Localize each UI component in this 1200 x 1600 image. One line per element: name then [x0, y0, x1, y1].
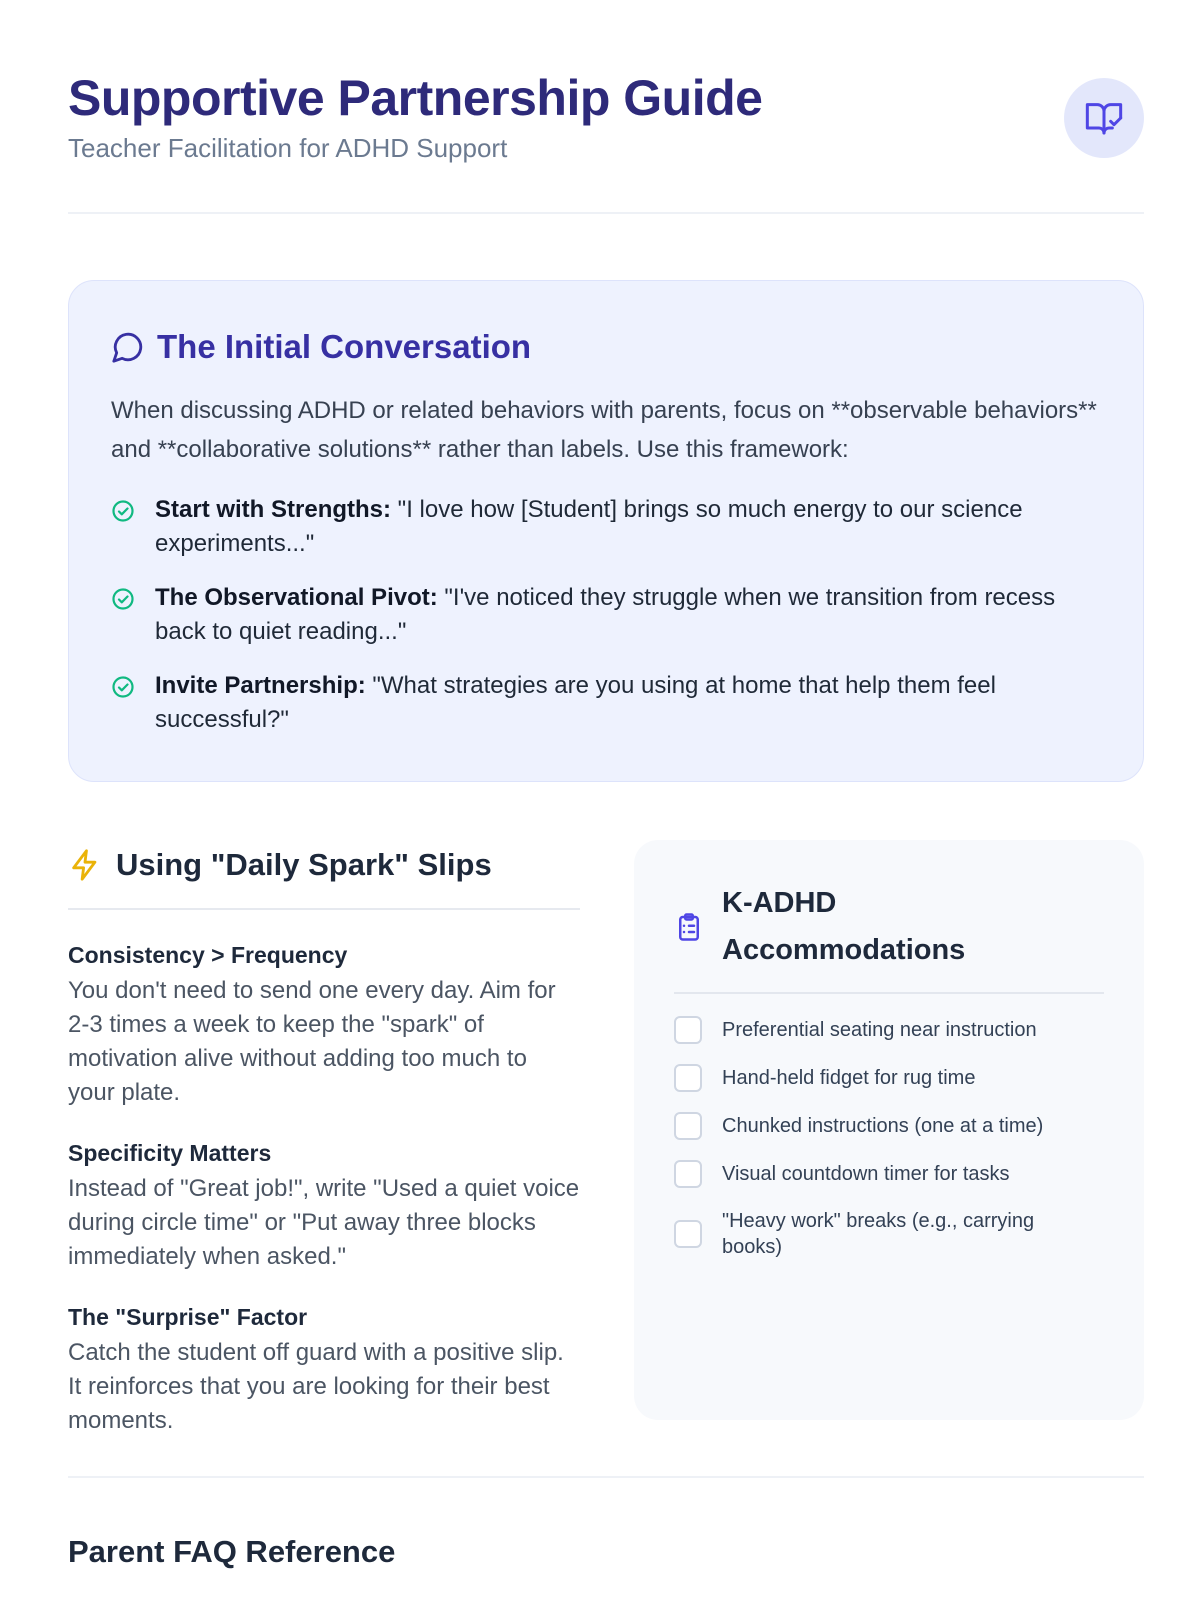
list-item: [111, 669, 1103, 737]
initial-conversation-intro: When discussing ADHD or related behaviors with parents, focus on **observable behaviors** and **collaborative solutions** rather than labels. Use this framework:: [111, 397, 1097, 463]
accommodation-checkbox[interactable]: [674, 1064, 702, 1092]
message-circle-icon: [111, 330, 145, 364]
accommodation-label: Chunked instructions (one at a time): [722, 1115, 1044, 1137]
framework-item-quote: "I love how [Student] brings so much energy to our science experiments...": [155, 496, 1023, 557]
spark-tip-body: Instead of "Great job!", write "Used a quiet voice during circle time" or "Put away three blocks immediately when asked.": [68, 1175, 580, 1270]
page-title: Supportive Partnership Guide: [68, 70, 763, 126]
section-divider: [68, 1476, 1144, 1478]
daily-spark-title: Using "Daily Spark" Slips: [116, 847, 492, 882]
framework-item-text: [155, 581, 1103, 649]
list-item[interactable]: [674, 1208, 1104, 1260]
accommodation-label: "Heavy work" breaks (e.g., carrying books): [722, 1210, 1035, 1258]
daily-spark-header: [68, 840, 580, 910]
spark-tip: [68, 1302, 580, 1438]
guide-page: [68, 0, 1144, 1569]
accommodation-checkbox[interactable]: [674, 1160, 702, 1188]
accommodation-label: Preferential seating near instruction: [722, 1019, 1037, 1041]
page-subtitle: Teacher Facilitation for ADHD Support: [68, 133, 508, 163]
faq-title: Parent FAQ Reference: [68, 1534, 396, 1569]
spark-tip-body: Catch the student off guard with a positive slip. It reinforces that you are looking for their best moments.: [68, 1339, 564, 1434]
clipboard-list-icon: [674, 910, 704, 944]
accommodation-checkbox[interactable]: [674, 1112, 702, 1140]
spark-tip: [68, 940, 580, 1110]
framework-item-label: Start with Strengths:: [155, 496, 392, 523]
accommodations-title: K-ADHD Accommodations: [722, 887, 966, 966]
lightning-bolt-icon: [68, 848, 102, 882]
check-circle-icon: [111, 675, 135, 699]
initial-conversation-card: [68, 280, 1144, 782]
framework-item-quote: "What strategies are you using at home that help them feel successful?": [155, 672, 996, 733]
accommodations-header: [674, 880, 1104, 994]
accommodations-card: [634, 840, 1144, 1420]
spark-tip-title: Specificity Matters: [68, 1140, 272, 1166]
list-item: [111, 581, 1103, 649]
spark-tip-title: Consistency > Frequency: [68, 942, 348, 968]
initial-conversation-header: [111, 325, 1103, 369]
book-open-check-icon[interactable]: [1064, 78, 1144, 158]
framework-item-text: [155, 493, 1103, 561]
spark-tip: [68, 1138, 580, 1274]
accommodation-label: Hand-held fidget for rug time: [722, 1067, 976, 1089]
accommodation-label: Visual countdown timer for tasks: [722, 1163, 1010, 1185]
accommodation-checkbox[interactable]: [674, 1016, 702, 1044]
accommodation-checkbox[interactable]: [674, 1220, 702, 1248]
spark-tip-title: The "Surprise" Factor: [68, 1304, 308, 1330]
accommodations-checklist: [674, 1016, 1104, 1260]
initial-conversation-title: The Initial Conversation: [157, 328, 532, 365]
list-item: [111, 493, 1103, 561]
framework-item-label: The Observational Pivot:: [155, 584, 438, 611]
list-item[interactable]: [674, 1112, 1104, 1140]
framework-item-label: Invite Partnership:: [155, 672, 366, 699]
check-circle-icon: [111, 587, 135, 611]
check-circle-icon: [111, 499, 135, 523]
list-item[interactable]: [674, 1016, 1104, 1044]
conversation-framework-list: [111, 493, 1103, 737]
daily-spark-section: [68, 840, 580, 1438]
list-item[interactable]: [674, 1064, 1104, 1092]
framework-item-quote: "I've noticed they struggle when we transition from recess back to quiet reading...": [155, 584, 1056, 645]
page-header: [68, 0, 1144, 214]
framework-item-text: [155, 669, 1103, 737]
list-item[interactable]: [674, 1160, 1104, 1188]
spark-tip-body: You don't need to send one every day. Aim for 2-3 times a week to keep the "spark" of motivation alive without adding too much to your plate.: [68, 977, 556, 1106]
